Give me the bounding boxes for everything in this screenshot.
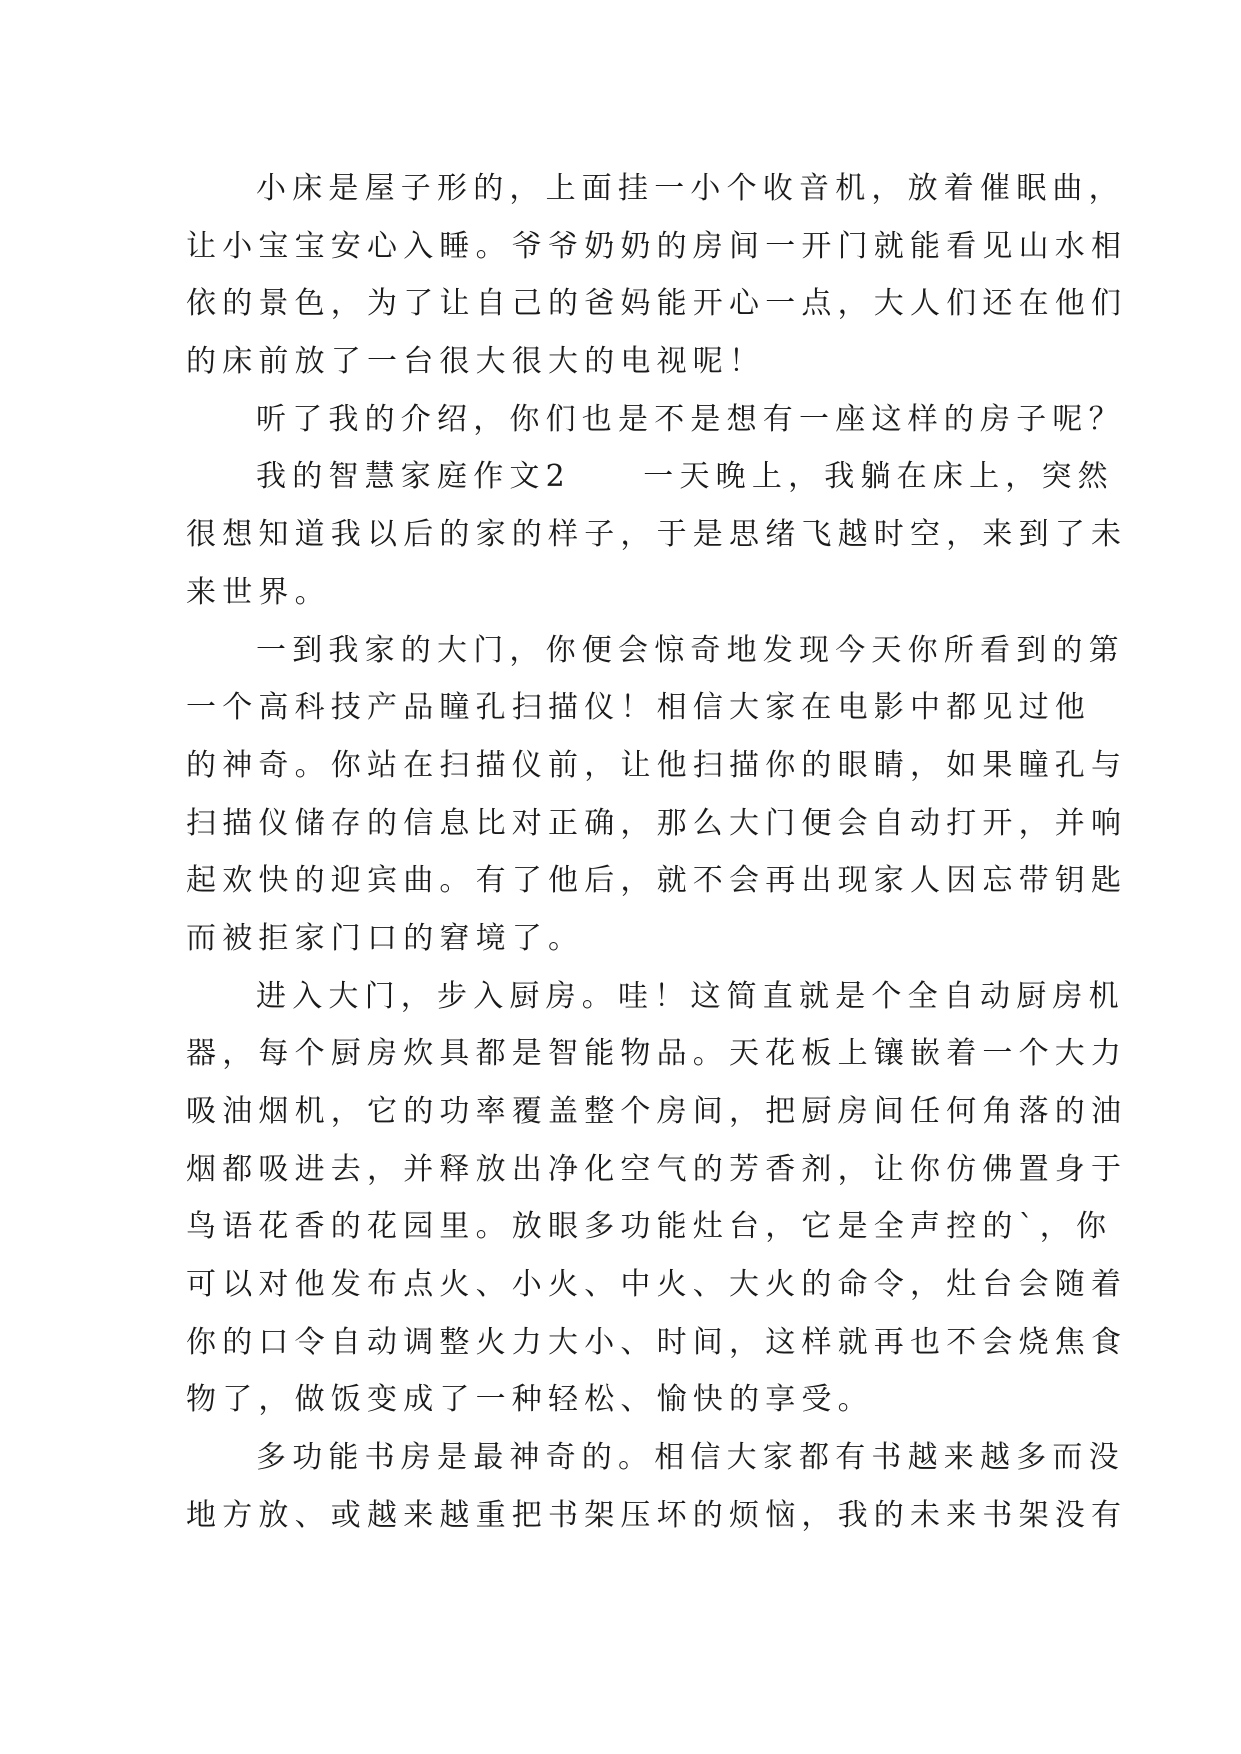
text-line: 很想知道我以后的家的样子，于是思绪飞越时空，来到了未 (186, 517, 1128, 553)
text-line: 一个高科技产品瞳孔扫描仪！相信大家在电影中都见过他 (186, 690, 1091, 726)
text-line: 的床前放了一台很大很大的电视呢！ (186, 344, 766, 380)
text-line: 吸油烟机，它的功率覆盖整个房间，把厨房间任何角落的油 (186, 1094, 1128, 1129)
text-line: 一到我家的大门，你便会惊奇地发现今天你所看到的第 (256, 632, 1125, 668)
text-line: 小床是屋子形的，上面挂一小个收音机，放着催眠曲， (256, 171, 1125, 206)
text-line: 而被拒家门口的窘境了。 (186, 920, 585, 956)
text-line: 你的口令自动调整火力大小、时间，这样就再也不会烧焦食 (186, 1324, 1128, 1360)
text-line: 烟都吸进去，并释放出净化空气的芳香剂，让你仿佛置身于 (186, 1151, 1128, 1187)
text-line: 我的智慧家庭作文2 一天晚上，我躺在床上，突然 (256, 459, 1114, 495)
text-line: 听了我的介绍，你们也是不是想有一座这样的房子呢？ (256, 401, 1125, 437)
text-line: 起欢快的迎宾曲。有了他后，就不会再出现家人因忘带钥匙 (186, 863, 1128, 899)
document-body (186, 160, 1128, 1545)
text-line: 物了，做饭变成了一种轻松、愉快的享受。 (186, 1382, 874, 1418)
text-line: 来世界。 (186, 574, 331, 610)
text-line: 的神奇。你站在扫描仪前，让他扫描你的眼睛，如果瞳孔与 (186, 747, 1128, 783)
text-line: 器，每个厨房炊具都是智能物品。天花板上镶嵌着一个大力 (186, 1036, 1128, 1072)
text-line: 多功能书房是最神奇的。相信大家都有书越来越多而没 (256, 1440, 1125, 1476)
text-line: 进入大门，步入厨房。哇！这简直就是个全自动厨房机 (256, 978, 1125, 1014)
text-line: 地方放、或越来越重把书架压坏的烦恼，我的未来书架没有 (186, 1497, 1128, 1533)
text-line: 依的景色，为了让自己的爸妈能开心一点，大人们还在他们 (186, 286, 1128, 322)
text-line: 可以对他发布点火、小火、中火、大火的命令，灶台会随着 (186, 1267, 1128, 1303)
text-line: 鸟语花香的花园里。放眼多功能灶台，它是全声控的`，你 (186, 1209, 1113, 1245)
text-line: 让小宝宝安心入睡。爷爷奶奶的房间一开门就能看见山水相 (186, 228, 1128, 264)
text-line: 扫描仪储存的信息比对正确，那么大门便会自动打开，并响 (186, 805, 1128, 841)
